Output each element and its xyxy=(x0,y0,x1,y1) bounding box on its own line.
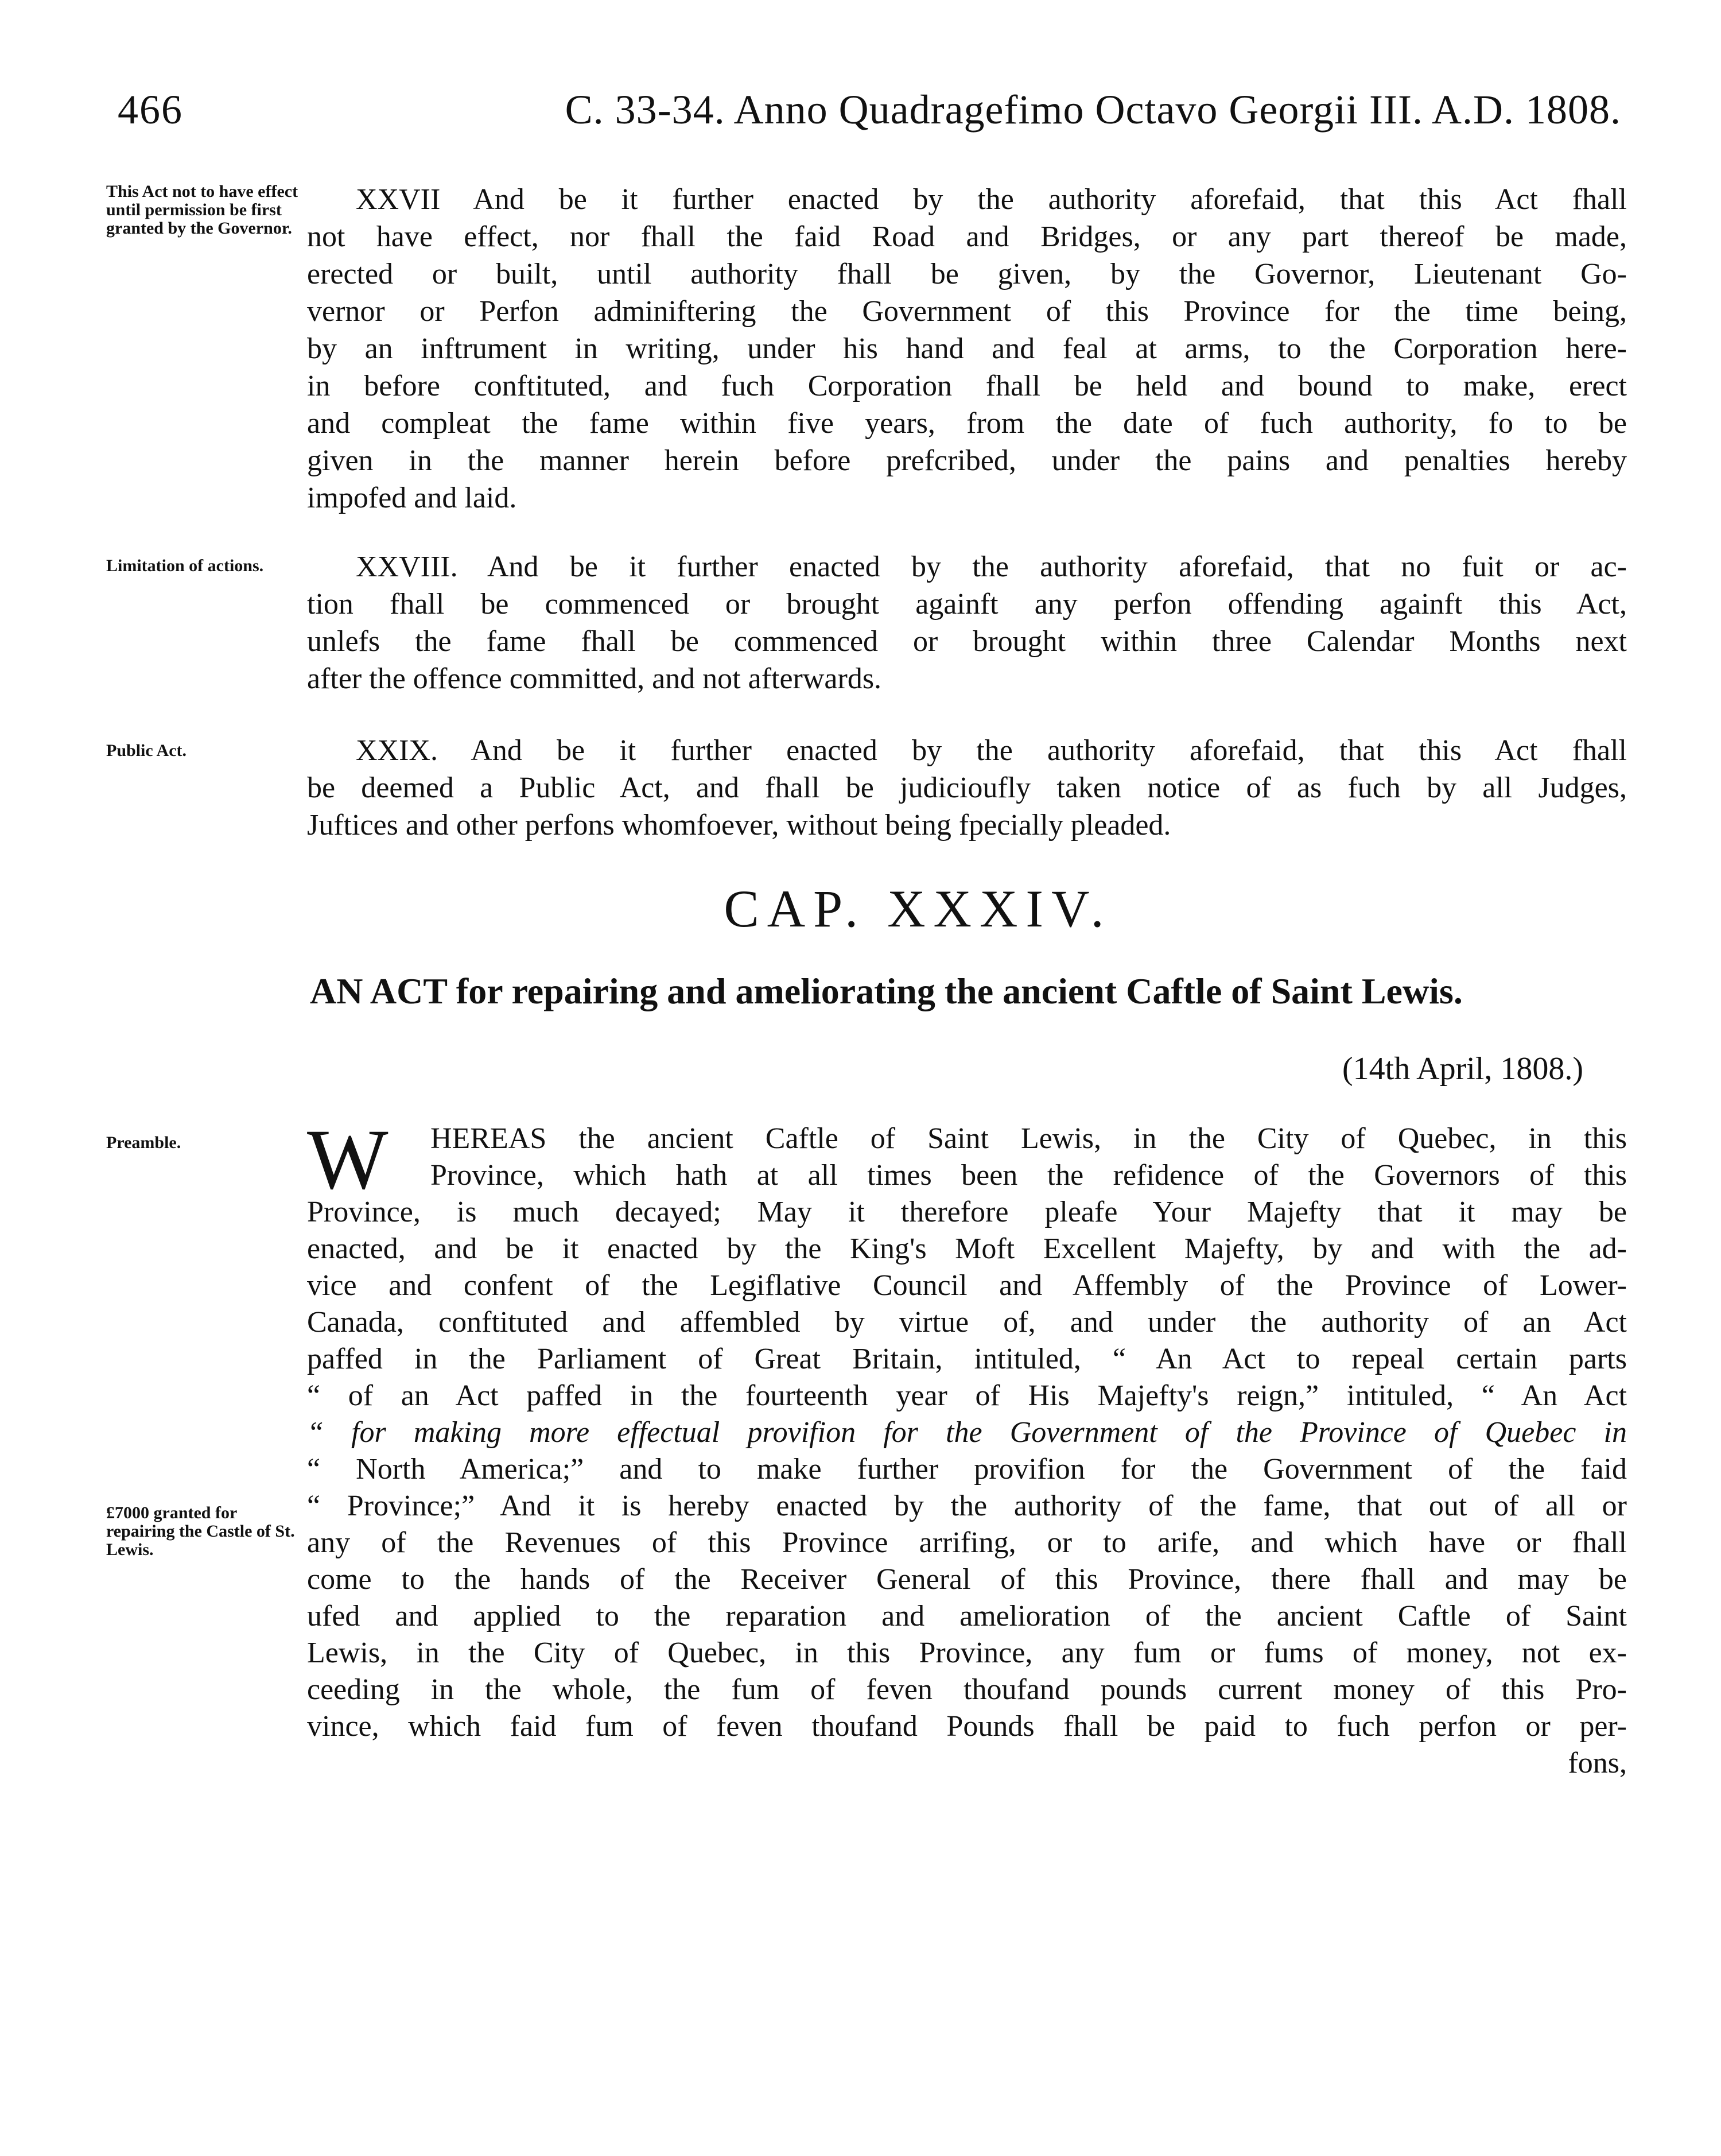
preamble-line: Province, is much decayed; May it therefore pleafe Your Majefty that it may be xyxy=(307,1196,1627,1228)
section-line: be deemed a Public Act, and fhall be judicioufly taken notice of as fuch by all Judges, xyxy=(307,771,1627,804)
preamble-line: “ Province;” And it is hereby enacted by the authority of the fame, that out of all or xyxy=(307,1490,1627,1522)
preamble-line: ceeding in the whole, the fum of feven thoufand pounds current money of this Pro- xyxy=(307,1673,1627,1706)
section-line: erected or built, until authority fhall be given, by the Governor, Lieutenant Go- xyxy=(307,258,1627,290)
section-line: XXVII And be it further enacted by the authority aforefaid, that this Act fhall xyxy=(356,183,1627,216)
section-xxviii xyxy=(307,548,1627,697)
catchword: fons, xyxy=(1568,1747,1627,1779)
running-title: C. 33-34. Anno Quadragefimo Octavo Georgii III. A.D. 1808. xyxy=(565,87,1621,133)
preamble-line: HEREAS the ancient Caftle of Saint Lewis, in the City of Quebec, in this xyxy=(430,1122,1627,1155)
section-line: not have effect, nor fhall the faid Road and Bridges, or any part thereof be made, xyxy=(307,220,1627,253)
section-xxvii xyxy=(307,181,1627,517)
section-line: Juftices and other perfons whomfoever, without being fpecially pleaded. xyxy=(307,809,1171,842)
margin-note-preamble: Preamble. xyxy=(106,1133,181,1152)
preamble-line: Canada, conftituted and affembled by virtue of, and under the authority of an Act xyxy=(307,1306,1627,1339)
margin-note-grant: £7000 granted for repairing the Castle of St. Lewis. xyxy=(106,1503,295,1559)
margin-note-permission: This Act not to have effect until permission be first granted by the Governor. xyxy=(106,182,298,238)
section-line: XXVIII. And be it further enacted by the authority aforefaid, that no fuit or ac- xyxy=(356,550,1627,583)
preamble-line: “ North America;” and to make further provifion for the Government of the faid xyxy=(307,1453,1627,1486)
margin-note-limitation: Limitation of actions. xyxy=(106,556,264,575)
chapter-heading: CAP. XXXIV. xyxy=(724,879,1112,938)
preamble-line: come to the hands of the Receiver General of this Province, there fhall and may be xyxy=(307,1563,1627,1596)
act-title: AN ACT for repairing and ameliorating the ancient Caftle of Saint Lewis. xyxy=(310,971,1463,1011)
preamble-line: enacted, and be it enacted by the King's Moft Excellent Majefty, by and with the ad- xyxy=(307,1232,1627,1265)
page-header xyxy=(118,86,1621,149)
section-line: tion fhall be commenced or brought againft any perfon offending againft this Act, xyxy=(307,588,1627,621)
preamble-line: any of the Revenues of this Province arrifing, or to arife, and which have or fhall xyxy=(307,1526,1627,1559)
preamble-line: “ of an Act paffed in the fourteenth year of His Majefty's reign,” intituled, “ An Act xyxy=(307,1379,1627,1412)
section-line: impofed and laid. xyxy=(307,482,517,514)
section-line: vernor or Perfon adminiftering the Government of this Province for the time being, xyxy=(307,295,1627,328)
section-xxix xyxy=(307,732,1627,844)
section-line: and compleat the fame within five years, from the date of fuch authority, fo to be xyxy=(307,407,1627,440)
section-line: by an inftrument in writing, under his hand and feal at arms, to the Corporation here- xyxy=(307,332,1627,365)
section-line: given in the manner herein before prefcribed, under the pains and penalties hereby xyxy=(307,444,1627,477)
preamble-line: vince, which faid fum of feven thoufand Pounds fhall be paid to fuch perfon or per- xyxy=(307,1710,1627,1743)
preamble-text xyxy=(307,1120,1627,1782)
section-line: after the offence committed, and not afterwards. xyxy=(307,662,882,695)
section-line: XXIX. And be it further enacted by the authority aforefaid, that this Act fhall xyxy=(356,734,1627,767)
preamble-line: paffed in the Parliament of Great Britain, intituled, “ An Act to repeal certain parts xyxy=(307,1343,1627,1375)
preamble-line: ufed and applied to the reparation and amelioration of the ancient Caftle of Saint xyxy=(307,1600,1627,1632)
preamble-line: “ for making more effectual provifion for the Government of the Province of Quebec in xyxy=(307,1416,1627,1449)
section-line: unlefs the fame fhall be commenced or brought within three Calendar Months next xyxy=(307,625,1627,658)
margin-note-public-act: Public Act. xyxy=(106,741,187,760)
section-line: in before conftituted, and fuch Corporation fhall be held and bound to make, erect xyxy=(307,370,1627,402)
preamble-line: Lewis, in the City of Quebec, in this Province, any fum or fums of money, not ex- xyxy=(307,1637,1627,1669)
preamble-line: vice and confent of the Legiflative Council and Affembly of the Province of Lower- xyxy=(307,1269,1627,1302)
page-number: 466 xyxy=(118,87,183,133)
drop-cap: W xyxy=(307,1112,389,1207)
preamble-line: Province, which hath at all times been the refidence of the Governors of this xyxy=(430,1159,1627,1192)
act-date: (14th April, 1808.) xyxy=(1342,1051,1583,1087)
